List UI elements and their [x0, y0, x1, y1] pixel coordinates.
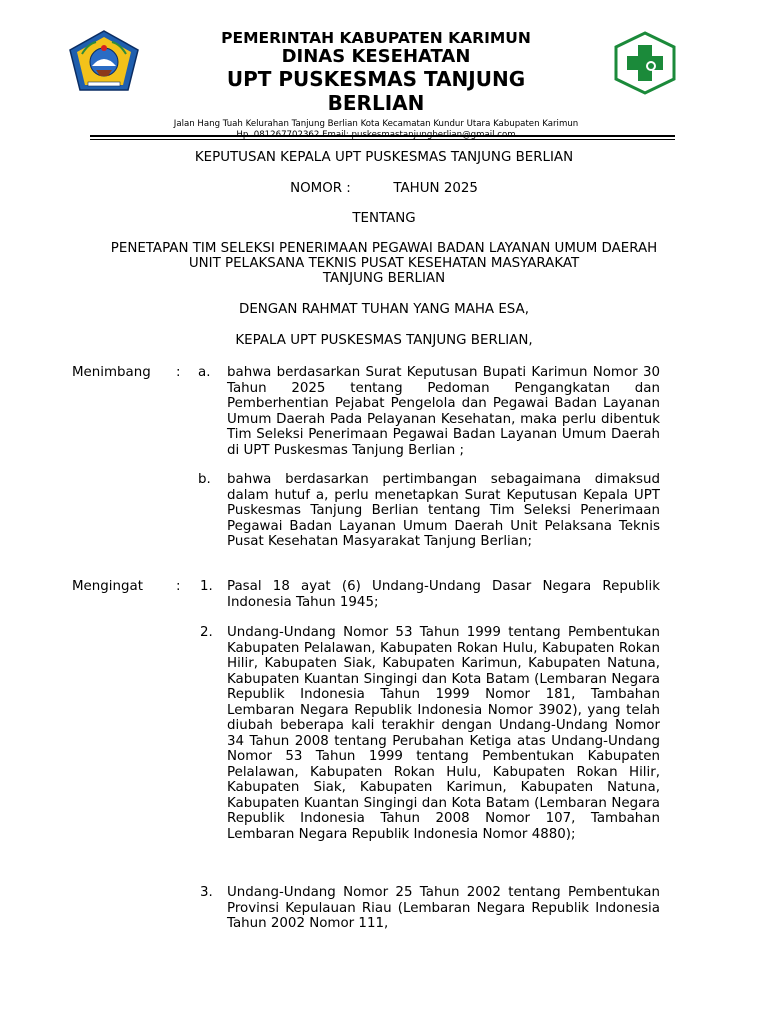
menimbang-item-b-marker: b.	[198, 472, 211, 487]
letterhead-address: Jalan Hang Tuah Kelurahan Tanjung Berlian Kota Kecamatan Kundur Utara Kabupaten Karimun	[173, 119, 579, 129]
decree-subject-line-2: UNIT PELAKSANA TEKNIS PUSAT KESEHATAN MASYARAKAT	[188, 256, 580, 271]
decree-authority: KEPALA UPT PUSKESMAS TANJUNG BERLIAN,	[235, 333, 533, 348]
menimbang-item-b: bahwa berdasarkan pertimbangan sebagaimana dimaksud dalam hutuf a, perlu menetapkan Surat Keputusan Kepala UPT Puskesmas Tanjung Berlian tentang Tim Seleksi Penerimaan Pegawai Badan Layanan Umum Daerah Unit Pelaksana Teknis Pusat Kesehatan Masyarakat Tanjung Berlian;	[227, 472, 660, 549]
mengingat-item-1: Pasal 18 ayat (6) Undang-Undang Dasar Negara Republik Indonesia Tahun 1945;	[227, 579, 660, 610]
menimbang-colon: :	[176, 365, 181, 380]
decree-subject-line-3: TANJUNG BERLIAN	[322, 271, 446, 286]
letterhead-agency: DINAS KESEHATAN	[281, 46, 471, 67]
mengingat-item-3: Undang-Undang Nomor 25 Tahun 2002 tentang Pembentukan Provinsi Kepulauan Riau (Lembaran Negara Republik Indonesia Tahun 2002 Nomor 111,	[227, 885, 660, 931]
letterhead-government: PEMERINTAH KABUPATEN KARIMUN	[221, 29, 531, 47]
letterhead-unit: UPT PUSKESMAS TANJUNG BERLIAN	[226, 67, 526, 115]
mengingat-colon: :	[176, 579, 181, 594]
mengingat-item-1-marker: 1.	[200, 579, 213, 594]
decree-number: NOMOR : TAHUN 2025	[290, 181, 478, 196]
decree-title: KEPUTUSAN KEPALA UPT PUSKESMAS TANJUNG BERLIAN	[194, 150, 574, 165]
menimbang-label: Menimbang	[72, 365, 151, 380]
karimun-regency-emblem-icon	[68, 30, 140, 92]
menimbang-item-a: bahwa berdasarkan Surat Keputusan Bupati Karimun Nomor 30 Tahun 2025 tentang Pedoman Pengangkatan dan Pemberhentian Pejabat Pengelola dan Pegawai Badan Layanan Umum Daerah Pada Pelayanan Kesehatan, maka perlu dibentuk Tim Seleksi Penerimaan Pegawai Badan Layanan Umum Daerah di UPT Puskesmas Tanjung Berlian ;	[227, 365, 660, 458]
mengingat-item-3-marker: 3.	[200, 885, 213, 900]
menimbang-item-a-marker: a.	[198, 365, 211, 380]
decree-invocation: DENGAN RAHMAT TUHAN YANG MAHA ESA,	[239, 302, 529, 317]
letterhead-divider	[90, 135, 675, 137]
letterhead	[150, 30, 602, 141]
mengingat-item-2-marker: 2.	[200, 625, 213, 640]
letterhead-divider-thin	[90, 139, 675, 140]
puskesmas-cross-emblem-icon	[612, 31, 678, 95]
mengingat-label: Mengingat	[72, 579, 143, 594]
decree-subject-line-1: PENETAPAN TIM SELEKSI PENERIMAAN PEGAWAI BADAN LAYANAN UMUM DAERAH	[110, 241, 658, 256]
decree-tentang: TENTANG	[352, 211, 416, 226]
mengingat-item-2: Undang-Undang Nomor 53 Tahun 1999 tentang Pembentukan Kabupaten Pelalawan, Kabupaten Rokan Hulu, Kabupaten Rokan Hilir, Kabupaten Siak, Kabupaten Karimun, Kabupaten Natuna, Kabupaten Kuantan Singingi dan Kota Batam (Lembaran Negara Republik Indonesia Tahun 1999 Nomor 181, Tambahan Lembaran Negara Republik Indonesia Nomor 3902), yang telah diubah beberapa kali terakhir dengan Undang-Undang Nomor 34 Tahun 2008 tentang Perubahan Ketiga atas Undang-Undang Nomor 53 Tahun 1999 tentang Pembentukan Kabupaten Pelalawan, Kabupaten Rokan Hulu, Kabupaten Rokan Hilir, Kabupaten Siak, Kabupaten Karimun, Kabupaten Natuna, Kabupaten Kuantan Singingi dan Kota Batam (Lembaran Negara Republik Indonesia Tahun 2008 Nomor 107, Tambahan Lembaran Negara Republik Indonesia Nomor 4880);	[227, 625, 660, 842]
